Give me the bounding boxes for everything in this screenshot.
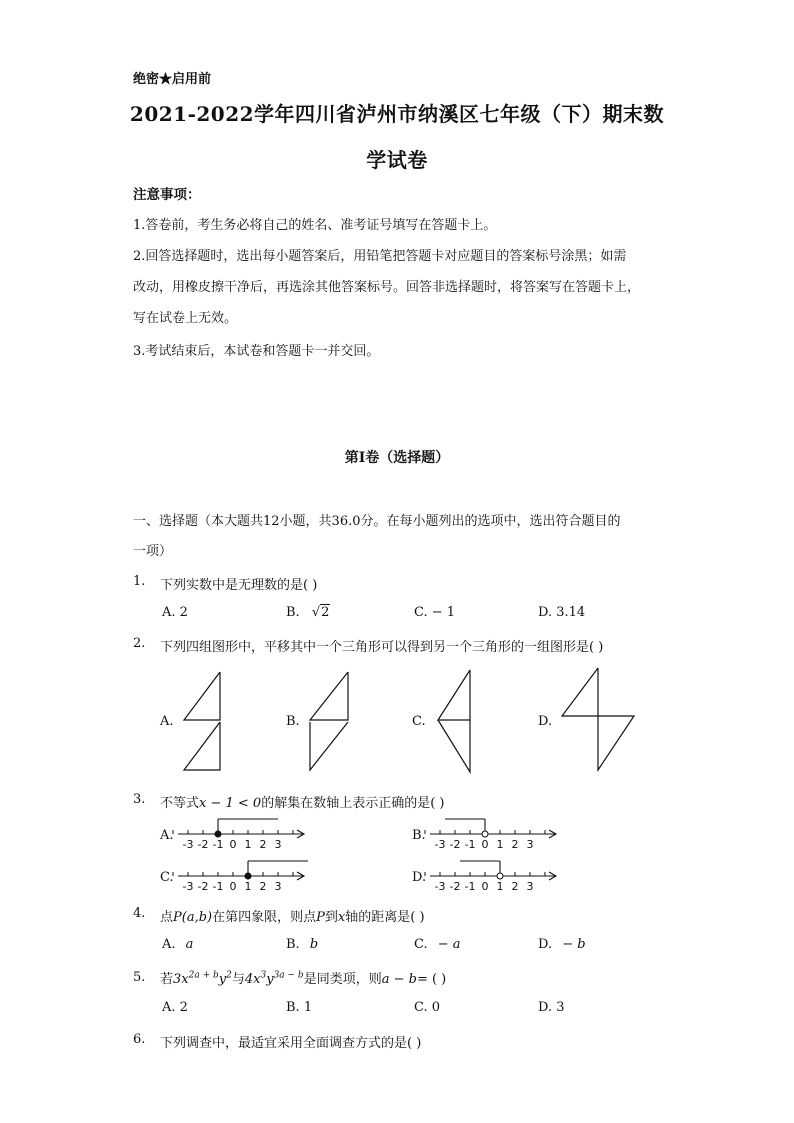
- q5-option-b: B. 1: [286, 1000, 313, 1015]
- q2-text: 下列四组图形中，平移其中一个三角形可以得到另一个三角形的一组图形是( ): [160, 640, 604, 655]
- q4-axis-x: x: [337, 910, 346, 925]
- tick-label: 3: [526, 880, 534, 893]
- q2-number: 2.: [133, 636, 146, 651]
- q5-text-prefix: 若: [160, 972, 174, 987]
- q3-number-line-a: [178, 814, 313, 856]
- q6-text: 下列调查中，最适宜采用全面调查方式的是( ): [160, 1036, 422, 1051]
- q2-option-a: A.: [160, 714, 174, 729]
- q2-figure-c: [432, 668, 482, 778]
- q4-option-c: [414, 937, 461, 952]
- solid-point: [215, 831, 221, 837]
- q2-option-b: B.: [286, 714, 300, 729]
- q3-number-line-c: [178, 856, 313, 898]
- q5-option-d: D. 3: [538, 1000, 565, 1015]
- open-point: [497, 873, 503, 879]
- q5-expression: a − b: [381, 972, 417, 987]
- tick-label: 2: [259, 838, 267, 851]
- q5-text-suffix: = ( ): [416, 972, 447, 987]
- q5-term2: 4x: [244, 972, 261, 987]
- q4-option-c-label: C.: [414, 937, 428, 952]
- q3-text: [160, 792, 445, 811]
- q1-text: 下列实数中是无理数的是( ): [160, 578, 318, 593]
- tick-label: -1: [212, 838, 224, 851]
- tick-label: -1: [464, 838, 476, 851]
- tick-label: -3: [434, 880, 446, 893]
- q5-term2-exponent: 3: [260, 970, 267, 981]
- open-point: [482, 831, 488, 837]
- exam-title-line2: 学试卷: [366, 148, 428, 172]
- q4-option-a-label: A.: [162, 937, 176, 952]
- q5-text-mid2: 是同类项，则: [303, 972, 382, 987]
- q4-option-b-label: B.: [286, 937, 300, 952]
- notice-item-2-line2: 改动，用橡皮擦干净后，再选涂其他答案标号。回答非选择题时，将答案写在答题卡上，: [133, 280, 641, 295]
- tick-label: -3: [182, 838, 194, 851]
- confidential-mark: 绝密★启用前: [133, 72, 212, 87]
- q1-option-b-label: B.: [286, 605, 300, 620]
- section-heading-line2: 一项）: [133, 544, 173, 559]
- q1-option-b: [286, 605, 330, 620]
- tick-label: -2: [197, 838, 209, 851]
- tick-label: 1: [244, 838, 252, 851]
- q3-text-prefix: 不等式: [160, 796, 200, 811]
- q3-option-a: A.: [160, 828, 174, 843]
- notice-item-2-line3: 写在试卷上无效。: [133, 311, 238, 326]
- notice-item-2-line1: 2.回答选择题时，选出每小题答案后，用铅笔把答题卡对应题目的答案标号涂黑；如需: [133, 249, 627, 264]
- tick-label: -2: [449, 880, 461, 893]
- q3-number: 3.: [133, 792, 146, 807]
- q4-text-prefix: 点: [160, 910, 174, 925]
- q3-option-d: D.: [412, 870, 427, 885]
- q5-number: 5.: [133, 970, 146, 985]
- q5-text-mid: 与: [231, 972, 245, 987]
- q4-text-suffix: 轴的距离是( ): [345, 910, 425, 925]
- q5-term1: 3x: [173, 972, 189, 987]
- tick-label: -1: [464, 880, 476, 893]
- q1-option-b-radicand: 2: [321, 605, 330, 620]
- notice-item-3: 3.考试结束后，本试卷和答题卡一并交回。: [133, 344, 380, 359]
- tick-label: -2: [197, 880, 209, 893]
- q1-number: 1.: [133, 574, 146, 589]
- q3-option-b: B.: [412, 828, 426, 843]
- tick-label: 3: [526, 838, 534, 851]
- tick-label: -2: [449, 838, 461, 851]
- tick-label: 2: [259, 880, 267, 893]
- q2-option-d: D.: [538, 714, 553, 729]
- q4-option-d: [538, 937, 586, 952]
- q4-option-a: [162, 937, 193, 952]
- q5-term1-y: y: [218, 972, 227, 987]
- tick-label: -1: [212, 880, 224, 893]
- volume-heading: 第I卷（选择题）: [344, 450, 450, 466]
- q1-option-c: C. − 1: [414, 605, 456, 620]
- q2-figure-a: [180, 670, 230, 775]
- tick-label: 1: [496, 838, 504, 851]
- tick-label: 3: [274, 880, 282, 893]
- q3-text-suffix: 的解集在数轴上表示正确的是( ): [261, 796, 445, 811]
- q1-option-a: A. 2: [162, 605, 188, 620]
- q3-option-c: C.: [160, 870, 174, 885]
- q4-text: [160, 906, 425, 925]
- q5-term1-exponent: 2a + b: [188, 970, 219, 981]
- q4-point: P(a,b): [173, 910, 213, 925]
- notice-item-1: 1.答卷前，考生务必将自己的姓名、准考证号填写在答题卡上。: [133, 218, 497, 233]
- q4-option-d-value: − b: [562, 937, 586, 952]
- tick-label: 0: [481, 838, 489, 851]
- q4-option-b-value: b: [309, 937, 319, 952]
- q4-option-d-label: D.: [538, 937, 553, 952]
- q2-option-c: C.: [412, 714, 426, 729]
- tick-label: -3: [434, 838, 446, 851]
- q5-term1-y-exponent: 2: [226, 970, 232, 981]
- q4-option-c-value: − a: [437, 937, 461, 952]
- q3-number-line-d: [430, 856, 565, 898]
- tick-label: 2: [511, 838, 519, 851]
- tick-label: 1: [244, 880, 252, 893]
- tick-label: -3: [182, 880, 194, 893]
- q4-point-p: P: [316, 910, 325, 925]
- notice-heading: 注意事项：: [133, 187, 201, 203]
- q4-text-mid2: 到: [324, 910, 338, 925]
- q1-option-d: D. 3.14: [538, 605, 586, 620]
- q4-number: 4.: [133, 906, 146, 921]
- section-heading-line1: 一、选择题（本大题共12小题，共36.0分。在每小题列出的选项中，选出符合题目的: [133, 514, 621, 529]
- q4-option-a-value: a: [185, 937, 194, 952]
- exam-title-line1: 2021-2022学年四川省泸州市纳溪区七年级（下）期末数: [129, 102, 665, 126]
- tick-label: 0: [229, 838, 237, 851]
- q5-term2-y-exponent: 3a − b: [273, 970, 304, 981]
- q3-number-line-b: [430, 814, 565, 856]
- sqrt-symbol: √: [311, 605, 321, 620]
- q5-term2-y: y: [266, 972, 274, 987]
- q6-number: 6.: [133, 1032, 146, 1047]
- q2-figure-d: [560, 666, 640, 776]
- q4-option-b: [286, 937, 318, 952]
- q5-option-c: C. 0: [414, 1000, 441, 1015]
- q2-figure-b: [304, 670, 354, 775]
- tick-label: 0: [229, 880, 237, 893]
- tick-label: 0: [481, 880, 489, 893]
- tick-label: 3: [274, 838, 282, 851]
- q3-inequality: x − 1 < 0: [199, 796, 262, 811]
- tick-label: 1: [496, 880, 504, 893]
- tick-label: 2: [511, 880, 519, 893]
- q5-option-a: A. 2: [162, 1000, 188, 1015]
- solid-point: [245, 873, 251, 879]
- q4-text-mid: 在第四象限，则点: [212, 910, 317, 925]
- q5-text: [160, 968, 446, 987]
